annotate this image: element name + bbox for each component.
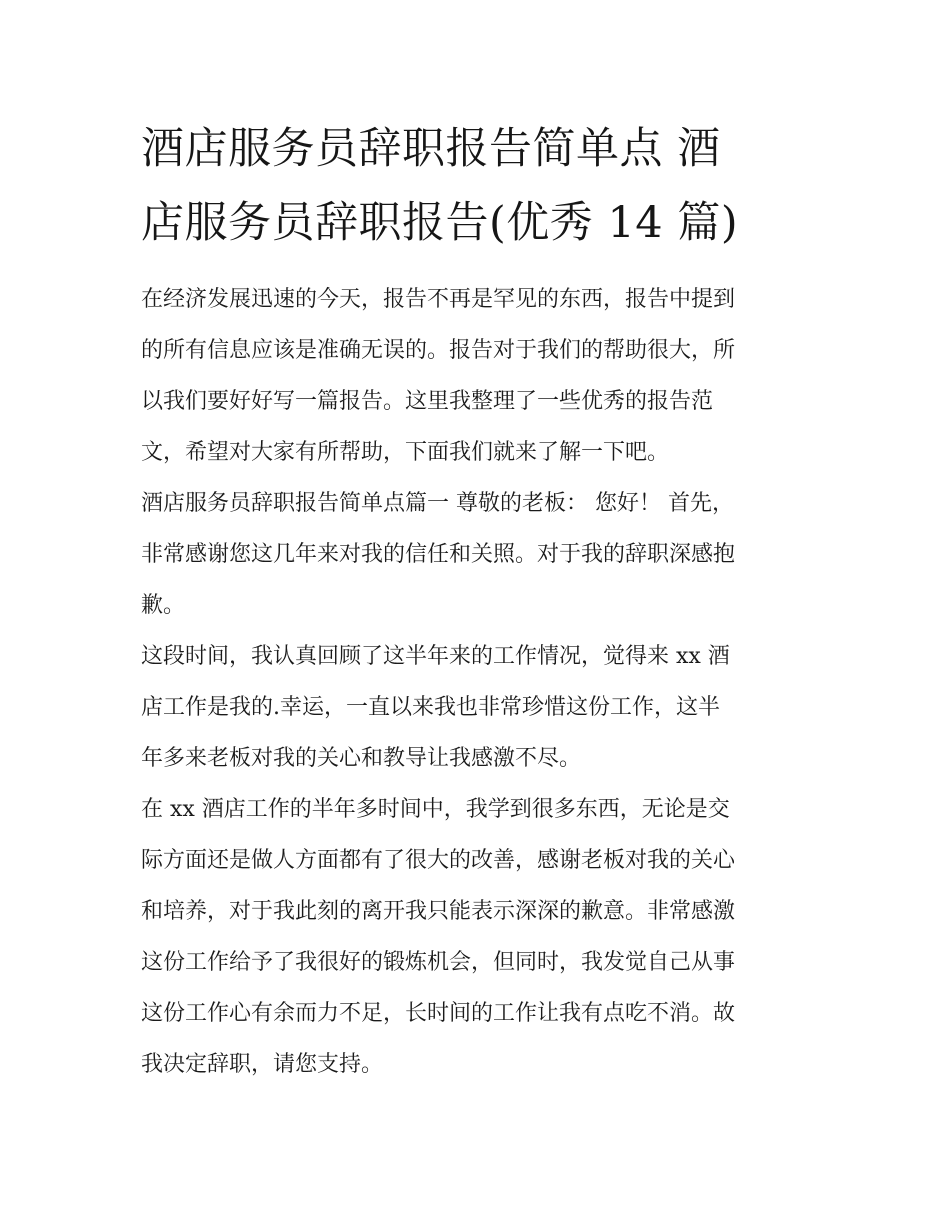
intro-paragraph	[141, 274, 813, 478]
letter-opening-paragraph	[141, 478, 813, 631]
text-line: 店工作是我的.幸运，一直以来我也非常珍惜这份工作，这半	[141, 695, 720, 720]
text-line: 年多来老板对我的关心和教导让我感激不尽。	[141, 746, 582, 771]
text-line: 歉。	[141, 593, 186, 618]
text-line: 非常感谢您这几年来对我的信任和关照。对于我的辞职深感抱	[141, 542, 736, 567]
text-line: 文，希望对大家有所帮助，下面我们就来了解一下吧。	[141, 440, 670, 465]
title-line: 店服务员辞职报告(优秀 14 篇)	[141, 198, 739, 248]
document-content	[141, 112, 813, 1090]
text-line: 以我们要好好写一篇报告。这里我整理了一些优秀的报告范	[141, 389, 714, 414]
text-line: 在 xx 酒店工作的半年多时间中，我学到很多东西，无论是交	[141, 797, 730, 822]
text-line: 际方面还是做人方面都有了很大的改善，感谢老板对我的关心	[141, 848, 736, 873]
text-line: 在经济发展迅速的今天，报告不再是罕见的东西，报告中提到	[141, 287, 736, 312]
title-line: 酒店服务员辞职报告简单点 酒	[141, 124, 721, 174]
text-line: 和培养，对于我此刻的离开我只能表示深深的歉意。非常感激	[141, 899, 736, 924]
text-line: 的所有信息应该是准确无误的。报告对于我们的帮助很大，所	[141, 338, 736, 363]
document-title	[141, 112, 813, 260]
text-line: 我决定辞职，请您支持。	[141, 1052, 384, 1077]
text-line: 这份工作给予了我很好的锻炼机会，但同时，我发觉自己从事	[141, 950, 736, 975]
text-line: 酒店服务员辞职报告简单点篇一 尊敬的老板： 您好！ 首先，	[141, 491, 734, 516]
reflection-paragraph	[141, 631, 813, 784]
text-line: 这份工作心有余而力不足，长时间的工作让我有点吃不消。故	[141, 1001, 736, 1026]
text-line: 这段时间，我认真回顾了这半年来的工作情况，觉得来 xx 酒	[141, 644, 730, 669]
resignation-paragraph	[141, 784, 813, 1090]
document-body	[141, 274, 813, 1090]
